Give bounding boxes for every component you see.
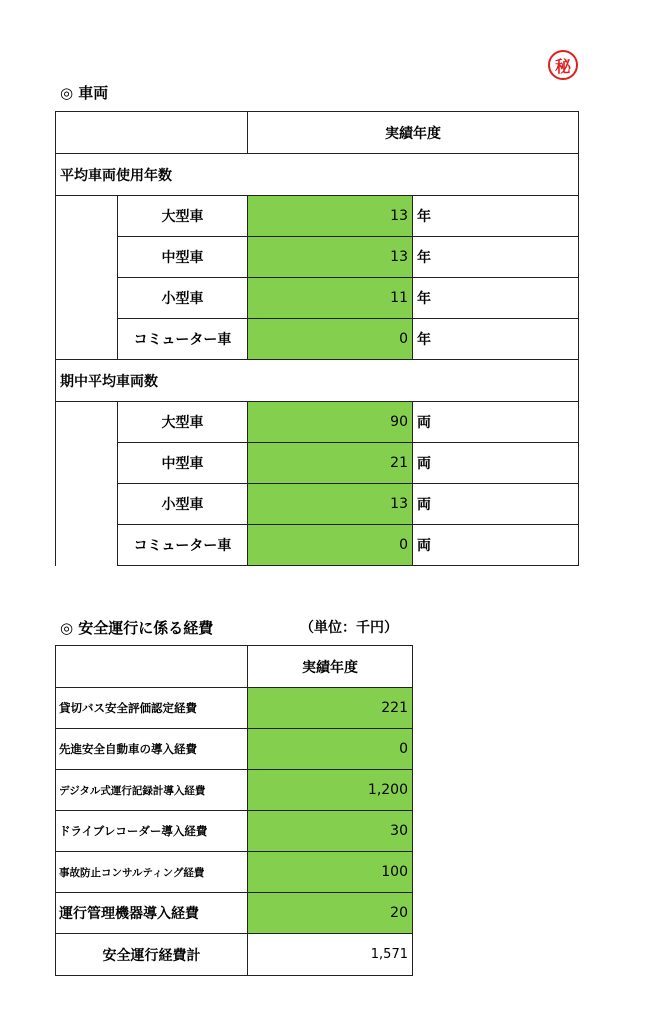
total-value: 1,571 [248,934,413,976]
row-label: 大型車 [118,402,248,443]
cost-value: 100 [248,852,413,893]
cost-value: 20 [248,893,413,934]
group-label-years: 平均車両使用年数 [56,154,579,196]
row-value: 0 [248,319,413,360]
section2-title: ◎ 安全運行に係る経費 [60,619,214,637]
row-value: 90 [248,402,413,443]
cost-label: 先進安全自動車の導入経費 [56,729,248,770]
row-label: 小型車 [118,484,248,525]
indent-cell [56,402,118,566]
cost-value: 30 [248,811,413,852]
row-unit: 両 [413,443,579,484]
row-value: 0 [248,525,413,566]
row-label: コミューター車 [118,319,248,360]
cost-value: 1,200 [248,770,413,811]
header-blank [56,112,248,154]
cost-value: 221 [248,688,413,729]
row-unit: 年 [413,237,579,278]
row-label: 中型車 [118,443,248,484]
indent-cell [56,196,118,360]
cost-label: 事故防止コンサルティング経費 [56,852,248,893]
header-blank [56,646,248,688]
cost-label: デジタル式運行記録計導入経費 [56,770,248,811]
row-value: 13 [248,196,413,237]
section1-title: ◎ 車両 [60,84,109,102]
row-value: 11 [248,278,413,319]
total-label: 安全運行経費計 [56,934,248,976]
row-unit: 年 [413,278,579,319]
confidential-stamp: 秘 [548,50,578,80]
cost-label: ドライブレコーダー導入経費 [56,811,248,852]
row-unit: 年 [413,196,579,237]
row-label: 中型車 [118,237,248,278]
unit-note: （単位：千円） [300,620,398,636]
row-value: 13 [248,484,413,525]
cost-value: 0 [248,729,413,770]
row-label: コミューター車 [118,525,248,566]
row-value: 13 [248,237,413,278]
cost-label: 貸切バス安全評価認定経費 [56,688,248,729]
row-unit: 年 [413,319,579,360]
row-value: 21 [248,443,413,484]
vehicle-table [55,111,579,566]
header-jisseki: 実績年度 [248,646,413,688]
header-jisseki: 実績年度 [248,112,579,154]
row-unit: 両 [413,484,579,525]
row-unit: 両 [413,402,579,443]
row-unit: 両 [413,525,579,566]
row-label: 大型車 [118,196,248,237]
safety-cost-table [55,645,413,976]
row-label: 小型車 [118,278,248,319]
group-label-count: 期中平均車両数 [56,360,579,402]
cost-label: 運行管理機器導入経費 [56,893,248,934]
